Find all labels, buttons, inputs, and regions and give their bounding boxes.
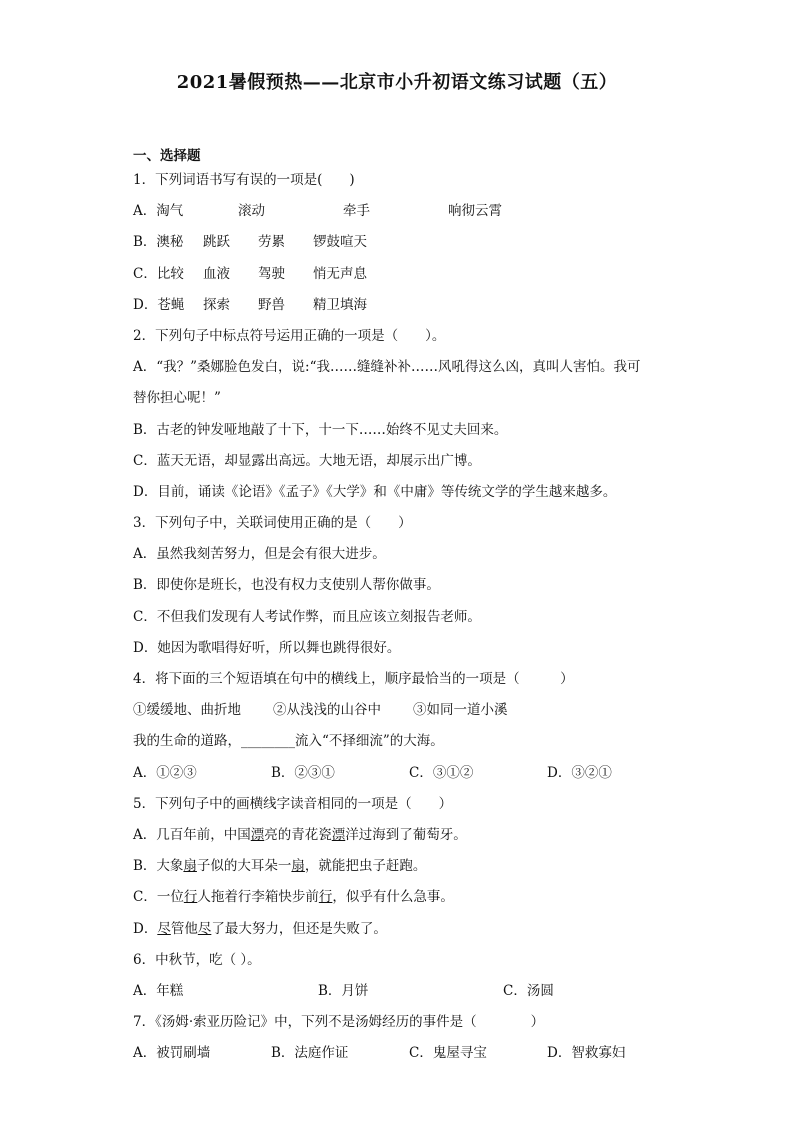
- q1-option-d: D．苍蝇 探索 野兽 精卫填海: [133, 296, 367, 313]
- q3-option-d: D．她因为歌唱得好听，所以舞也跳得很好。: [133, 639, 401, 656]
- question-list: [133, 146, 673, 1074]
- q2-option-c: C．蓝天无语，却显露出高远。大地无语，却展示出广博。: [133, 452, 481, 469]
- q4-sentence: 我的生命的道路，________流入“不择细流”的大海。: [133, 733, 444, 750]
- q2-option-a-line1: A．“我？”桑娜脸色发白，说:“我……缝缝补补……风吼得这么凶，真叫人害怕。我可: [133, 359, 641, 376]
- q5-option-b: B．大象扇子似的大耳朵一扇，就能把虫子赶跑。: [133, 858, 427, 875]
- q5-stem: 5．下列句子中的画横线字读音相同的一项是（ ）: [133, 795, 453, 812]
- underlined-char: 行: [318, 889, 333, 906]
- q5-option-c: C．一位行人拖着行李箱快步前行，似乎有什么急事。: [133, 889, 454, 906]
- q1-stem: 1．下列词语书写有误的一项是( ): [133, 172, 355, 188]
- q2-option-a-line2: 替你担心呢！”: [133, 390, 221, 407]
- q1-option-b: B．澳秘 跳跃 劳累 锣鼓喧天: [133, 234, 367, 251]
- q2-option-b: B．古老的钟发哑地敲了十下，十一下……始终不见丈夫回来。: [133, 421, 508, 438]
- q7-stem: 7．《汤姆·索亚历险记》中，下列不是汤姆经历的事件是（ ）: [133, 1014, 545, 1031]
- q4-options: A．①②③ B．②③① C．③①② D．③②①: [133, 764, 612, 781]
- q3-stem: 3．下列句子中，关联词使用正确的是（ ）: [133, 515, 412, 532]
- underlined-char: 扇: [291, 858, 305, 875]
- underlined-char: 漂: [250, 826, 265, 843]
- page-title: 2021暑假预热——北京市小升初语文练习试题（五）: [176, 72, 618, 93]
- underlined-char: 扇: [183, 858, 197, 875]
- q5-option-d: D．尽管他尽了最大努力，但还是失败了。: [133, 920, 387, 937]
- q2-stem: 2．下列句子中标点符号运用正确的一项是（ ）。: [133, 327, 446, 344]
- q7-options: A．被罚刷墙 B．法庭作证 C．鬼屋寻宝 D．智救寡妇: [133, 1045, 626, 1062]
- underlined-char: 尽: [197, 920, 212, 937]
- underlined-char: 漂: [331, 826, 346, 843]
- q5-option-a: A．几百年前，中国漂亮的青花瓷漂洋过海到了葡萄牙。: [133, 826, 467, 843]
- underlined-char: 行: [183, 889, 198, 906]
- q1-option-c: C．比较 血液 驾驶 悄无声息: [133, 265, 367, 282]
- q4-phrases: ①缓缓地、曲折地 ②从浅浅的山谷中 ③如同一道小溪: [133, 702, 508, 719]
- answer-blank: ________: [241, 733, 295, 750]
- q4-stem: 4．将下面的三个短语填在句中的横线上，顺序最恰当的一项是（ ）: [133, 671, 574, 687]
- q6-stem: 6．中秋节，吃（ ）。: [133, 951, 261, 968]
- q1-option-a: A．淘气 滚动 牵手 响彻云霄: [133, 203, 502, 220]
- q3-option-b: B．即使你是班长，也没有权力支使别人帮你做事。: [133, 577, 440, 594]
- q6-options: A．年糕 B．月饼 C．汤圆: [133, 982, 554, 999]
- underlined-char: 尽: [157, 920, 171, 937]
- q3-option-a: A．虽然我刻苦努力，但是会有很大进步。: [133, 546, 386, 563]
- q2-option-d: D．目前，诵读《论语》《孟子》《大学》和《中庸》等传统文学的学生越来越多。: [133, 483, 617, 500]
- q3-option-c: C．不但我们发现有人考试作弊，而且应该立刻报告老师。: [133, 608, 481, 625]
- section-heading: 一、选择题: [133, 148, 201, 164]
